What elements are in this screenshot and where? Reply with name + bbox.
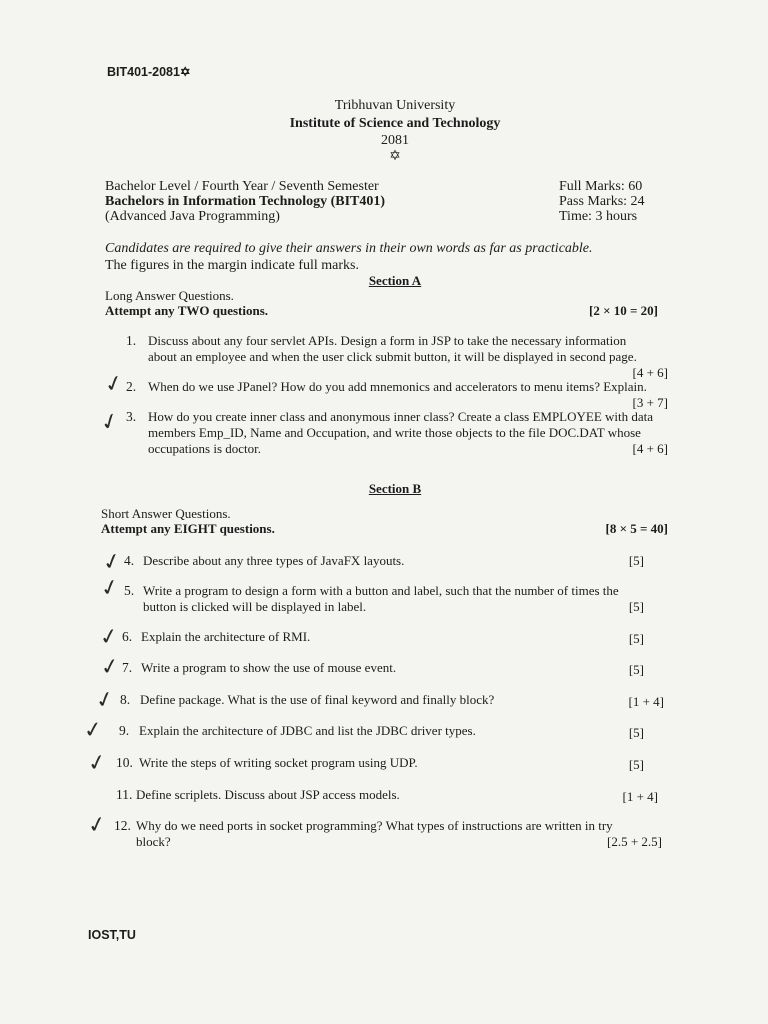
checkmark-icon: ✓ xyxy=(82,716,105,745)
university-name: Tribhuvan University xyxy=(334,98,456,113)
institute-name: Institute of Science and Technology xyxy=(289,116,501,131)
question-marks: [5] xyxy=(628,725,644,740)
question-number: 4. xyxy=(124,553,135,568)
checkmark-icon: ✓ xyxy=(92,686,118,715)
checkmark-icon: ✓ xyxy=(101,370,127,399)
question-marks: [4 + 6] xyxy=(632,441,668,456)
question-marks: [4 + 6] xyxy=(632,365,668,380)
exam-code xyxy=(107,64,190,79)
question-marks: [5] xyxy=(628,553,644,568)
question-number: 10. xyxy=(116,755,133,770)
section-b-title: Section B xyxy=(368,481,422,496)
checkmark-icon: ✓ xyxy=(97,574,123,603)
question-number: 6. xyxy=(122,629,133,644)
question-marks: [1 + 4] xyxy=(628,694,664,709)
instruction-line-2: The figures in the margin indicate full marks. xyxy=(105,258,360,273)
question-number: 3. xyxy=(126,409,137,424)
section-a-type: Long Answer Questions. xyxy=(105,288,234,303)
question-number: 8. xyxy=(120,692,131,707)
checkmark-icon: ✓ xyxy=(98,653,122,682)
question-marks: [5] xyxy=(628,631,644,646)
checkmark-icon: ✓ xyxy=(97,407,123,438)
question-text-line: Write the steps of writing socket program using UDP. xyxy=(139,755,418,770)
time-allowed: Time: 3 hours xyxy=(559,209,638,224)
checkmark-icon: ✓ xyxy=(85,811,109,840)
level-line: Bachelor Level / Fourth Year / Seventh Semester xyxy=(105,179,379,194)
question-text-line: button is clicked will be displayed in label. xyxy=(143,599,367,614)
question-text-line: When do we use JPanel? How do you add mnemonics and accelerators to menu items? Explain. xyxy=(148,379,647,394)
question-text-line: Describe about any three types of JavaFX layouts. xyxy=(143,553,405,568)
checkmark-icon: ✓ xyxy=(97,623,121,652)
question-text-line: Explain the architecture of RMI. xyxy=(141,629,311,644)
question-marks: [1 + 4] xyxy=(622,789,658,804)
question-text-line: about an employee and when the user click submit button, it will be displayed in second page. xyxy=(148,349,637,364)
course-line: (Advanced Java Programming) xyxy=(105,209,280,224)
checkmark-icon: ✓ xyxy=(99,548,125,577)
question-marks: [5] xyxy=(628,599,644,614)
section-b-marks: [8 × 5 = 40] xyxy=(605,521,668,536)
question-marks: [3 + 7] xyxy=(632,395,668,410)
question-marks: [5] xyxy=(628,662,644,677)
footer-label: IOST,TU xyxy=(88,928,136,942)
program-line: Bachelors in Information Technology (BIT401) xyxy=(105,194,386,209)
question-text-line: occupations is doctor. xyxy=(148,441,262,456)
question-number: 7. xyxy=(122,660,133,675)
question-marks: [5] xyxy=(628,757,644,772)
full-marks: Full Marks: 60 xyxy=(559,179,643,194)
question-number: 11. xyxy=(116,787,133,802)
question-number: 1. xyxy=(126,333,137,348)
section-a-attempt: Attempt any TWO questions. xyxy=(105,303,269,318)
question-text-line: block? xyxy=(136,834,171,849)
question-text-line: Write a program to design a form with a button and label, such that the number of times the xyxy=(143,583,619,598)
exam-code-text: BIT401-2081 xyxy=(107,65,180,79)
section-b-attempt: Attempt any EIGHT questions. xyxy=(101,521,275,536)
question-text-line: members Emp_ID, Name and Occupation, and write those objects to the file DOC.DAT whose xyxy=(148,425,641,440)
question-text-line: How do you create inner class and anonymous inner class? Create a class EMPLOYEE with data xyxy=(148,409,654,424)
instruction-line-1: Candidates are required to give their answers in their own words as far as practicable. xyxy=(105,241,593,256)
question-number: 5. xyxy=(124,583,135,598)
star-emblem: ✡ xyxy=(389,149,401,164)
section-b-type: Short Answer Questions. xyxy=(101,506,231,521)
pass-marks: Pass Marks: 24 xyxy=(559,194,645,209)
question-marks: [2.5 + 2.5] xyxy=(607,834,662,849)
question-number: 12. xyxy=(114,818,131,833)
question-text-line: Write a program to show the use of mouse event. xyxy=(141,660,397,675)
section-a-title: Section A xyxy=(368,273,422,288)
exam-code-symbol: ✡ xyxy=(179,65,191,79)
exam-year: 2081 xyxy=(381,133,409,148)
question-text-line: Discuss about any four servlet APIs. Design a form in JSP to take the necessary information xyxy=(148,333,627,348)
question-text-line: Define package. What is the use of final keyword and finally block? xyxy=(140,692,495,707)
section-a-marks: [2 × 10 = 20] xyxy=(589,303,658,318)
question-number: 9. xyxy=(119,723,130,738)
question-text-line: Why do we need ports in socket programming? What types of instructions are written in try xyxy=(136,818,613,833)
question-text-line: Explain the architecture of JDBC and list the JDBC driver types. xyxy=(139,723,476,738)
question-number: 2. xyxy=(126,379,137,394)
question-text-line: Define scriplets. Discuss about JSP access models. xyxy=(136,787,400,802)
checkmark-icon: ✓ xyxy=(85,749,109,778)
